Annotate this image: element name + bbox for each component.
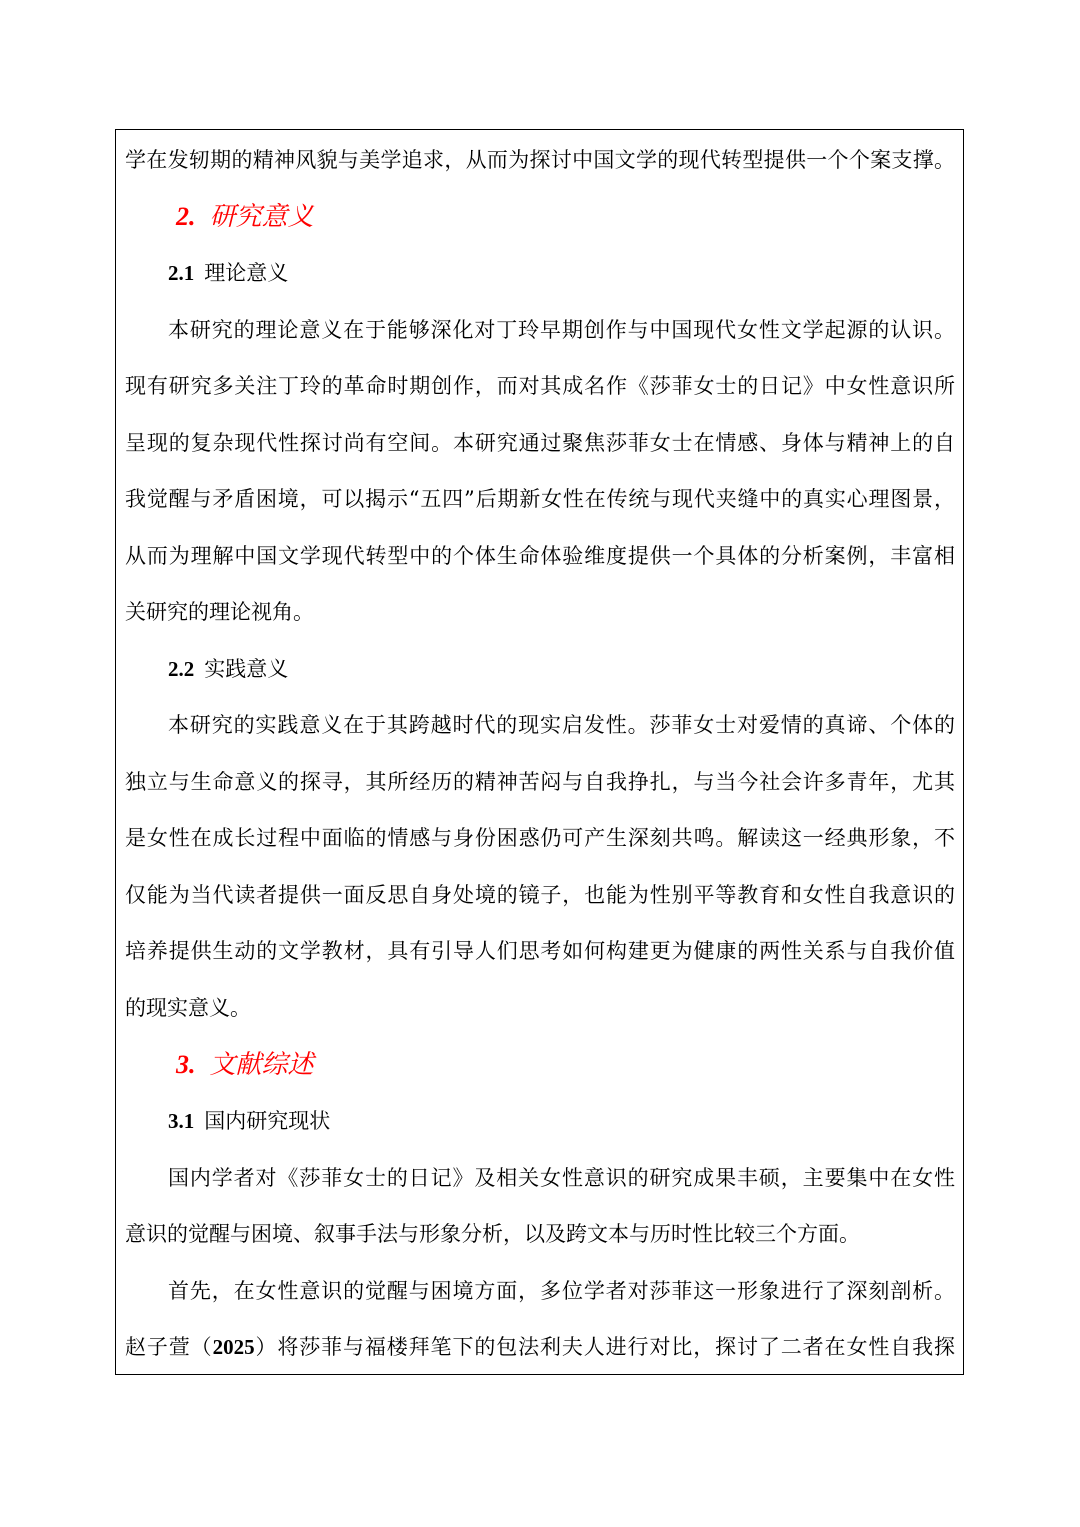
- paragraph-line: 培养提供生动的文学教材，具有引导人们思考如何构建更为健康的两性关系与自我价值: [125, 939, 955, 963]
- paragraph-line: 国内学者对《莎菲女士的日记》及相关女性意识的研究成果丰硕，主要集中在女性: [168, 1166, 955, 1190]
- section-2-title: 研究意义: [209, 202, 314, 232]
- citation-year: 2025: [212, 1335, 255, 1359]
- citation-author: 赵子萱（: [125, 1335, 213, 1359]
- section-2-number: 2.: [176, 202, 196, 231]
- subsection-3-1-heading: [168, 1107, 330, 1135]
- section-3-title: 文献综述: [209, 1050, 314, 1080]
- subsection-3-1-title: 国内研究现状: [204, 1109, 331, 1133]
- paragraph-line: 从而为理解中国文学现代转型中的个体生命体验维度提供一个具体的分析案例，丰富相: [125, 544, 955, 568]
- section-3-number: 3.: [176, 1050, 196, 1079]
- paragraph-line: 呈现的复杂现代性探讨尚有空间。本研究通过聚焦莎菲女士在情感、身体与精神上的自: [125, 431, 955, 455]
- paragraph-line: 我觉醒与矛盾困境，可以揭示“五四”后期新女性在传统与现代夹缝中的真实心理图景，: [125, 487, 955, 511]
- paragraph-line-citation: [125, 1333, 955, 1361]
- citation-text: ）将莎菲与福楼拜笔下的包法利夫人进行对比，探讨了二者在女性自我探: [254, 1335, 955, 1359]
- subsection-2-1-heading: [168, 259, 288, 287]
- paragraph-line: 仅能为当代读者提供一面反思自身处境的镜子，也能为性别平等教育和女性自我意识的: [125, 883, 955, 907]
- paragraph-line: 本研究的理论意义在于能够深化对丁玲早期创作与中国现代女性文学起源的认识。: [168, 318, 955, 342]
- subsection-2-1-number: 2.1: [168, 261, 195, 285]
- paragraph-line: 现有研究多关注丁玲的革命时期创作，而对其成名作《莎菲女士的日记》中女性意识所: [125, 374, 955, 398]
- subsection-2-1-title: 理论意义: [204, 261, 289, 285]
- subsection-2-2-title: 实践意义: [204, 657, 289, 681]
- section-2-heading: [176, 201, 314, 233]
- paragraph-line: 的现实意义。: [125, 996, 251, 1020]
- paragraph-line: 关研究的理论视角。: [125, 600, 314, 624]
- intro-line: 学在发轫期的精神风貌与美学追求，从而为探讨中国文学的现代转型提供一个个案支撑。: [125, 148, 955, 172]
- paragraph-line: 意识的觉醒与困境、叙事手法与形象分析，以及跨文本与历时性比较三个方面。: [125, 1222, 860, 1246]
- subsection-2-2-number: 2.2: [168, 657, 195, 681]
- section-3-heading: [176, 1049, 314, 1081]
- paragraph-line: 首先，在女性意识的觉醒与困境方面，多位学者对莎菲这一形象进行了深刻剖析。: [168, 1279, 955, 1303]
- paragraph-line: 独立与生命意义的探寻，其所经历的精神苦闷与自我挣扎，与当今社会许多青年，尤其: [125, 770, 955, 794]
- subsection-2-2-heading: [168, 655, 288, 683]
- paragraph-line: 本研究的实践意义在于其跨越时代的现实启发性。莎菲女士对爱情的真谛、个体的: [168, 713, 955, 737]
- paragraph-line: 是女性在成长过程中面临的情感与身份困惑仍可产生深刻共鸣。解读这一经典形象，不: [125, 826, 955, 850]
- subsection-3-1-number: 3.1: [168, 1109, 195, 1133]
